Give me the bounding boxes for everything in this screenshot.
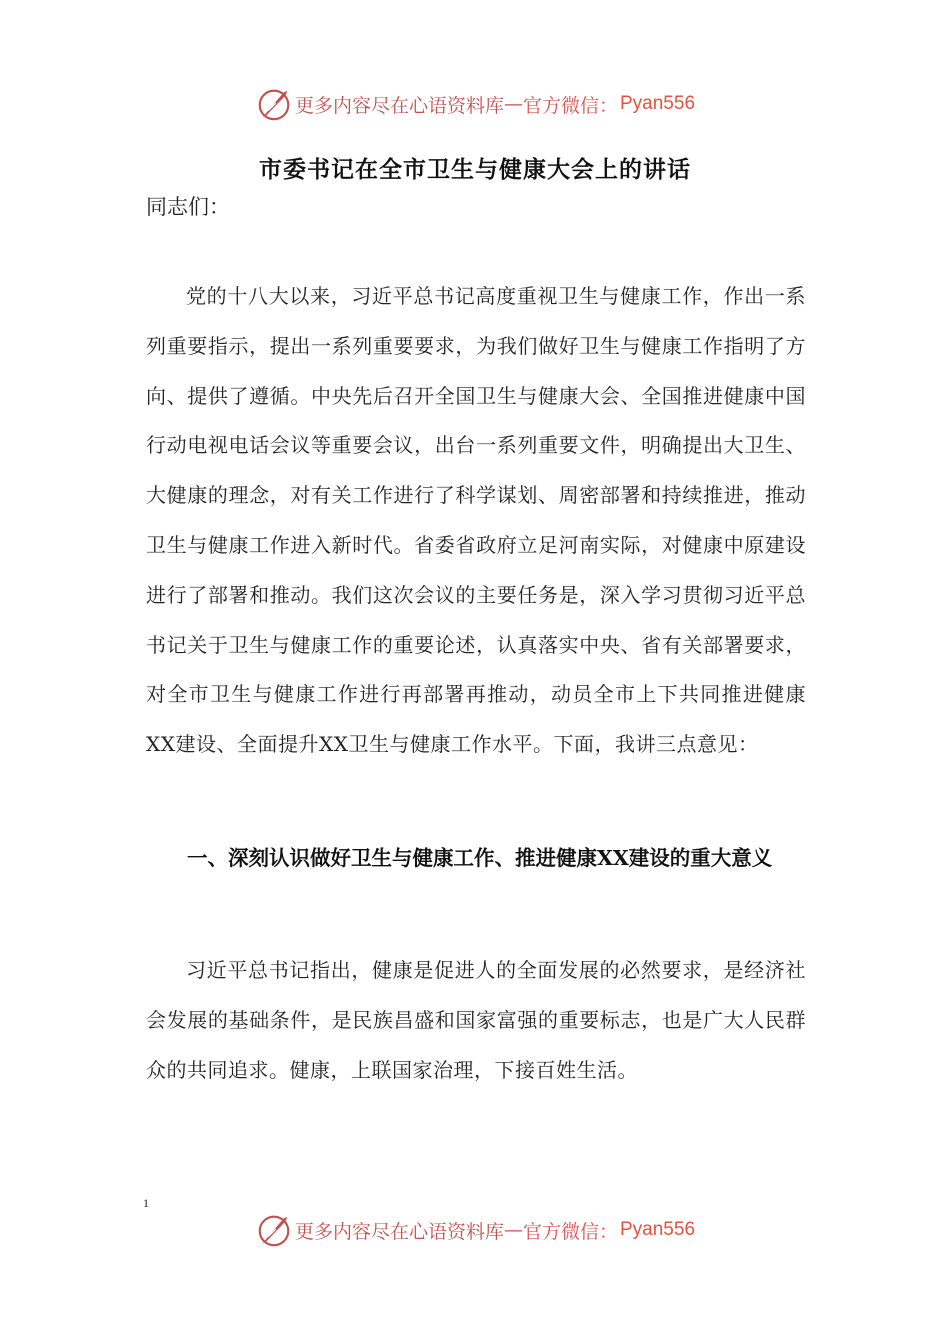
banner-separator: — (503, 1219, 523, 1241)
paragraph-1: 党的十八大以来，习近平总书记高度重视卫生与健康工作，作出一系列重要指示，提出一系列重要要求，为我们做好卫生与健康工作指明了方向、提供了遵循。中央先后召开全国卫生与健康大会、全国推进健康中国行动电视电话会议等重要会议，出台一系列重要文件，明确提出大卫生、大健康的理念，对有关工作进行了科学谋划、周密部署和持续推进，推动卫生与健康工作进入新时代。省委省政府立足河南实际，对健康中原建设进行了部署和推动。我们这次会议的主要任务是，深入学习贯彻习近平总书记关于卫生与健康工作的重要论述，认真落实中央、省有关部署要求，对全市卫生与健康工作进行再部署再推动，动员全市上下共同推进健康XX建设、全面提升XX卫生与健康工作水平。下面，我讲三点意见： (146, 284, 806, 757)
banner-site-text: 更多内容尽在心语资料库 (294, 1220, 504, 1243)
quill-pen-logo-icon (255, 85, 293, 123)
banner-site-text: 更多内容尽在心语资料库 (294, 94, 504, 117)
header-watermark-banner (0, 84, 950, 124)
footer-watermark-banner (0, 1210, 950, 1250)
banner-wechat-id: Pyan556 (620, 1219, 696, 1240)
banner-separator: — (503, 93, 523, 115)
section-heading-1: 一、深刻认识做好卫生与健康工作、推进健康XX建设的重大意义 (187, 846, 773, 870)
document-title: 市委书记在全市卫生与健康大会上的讲话 (259, 156, 691, 183)
banner-wechat-id: Pyan556 (620, 93, 696, 114)
greeting: 同志们： (146, 195, 230, 219)
banner-wechat-label: 官方微信： (522, 94, 618, 117)
page-number: 1 (143, 1196, 149, 1210)
banner-wechat-label: 官方微信： (522, 1220, 618, 1243)
paragraph-2: 习近平总书记指出，健康是促进人的全面发展的必然要求，是经济社会发展的基础条件，是民族昌盛和国家富强的重要标志，也是广大人民群众的共同追求。健康，上联国家治理，下接百姓生活。 (146, 958, 806, 1082)
quill-pen-logo-icon (255, 1211, 293, 1249)
